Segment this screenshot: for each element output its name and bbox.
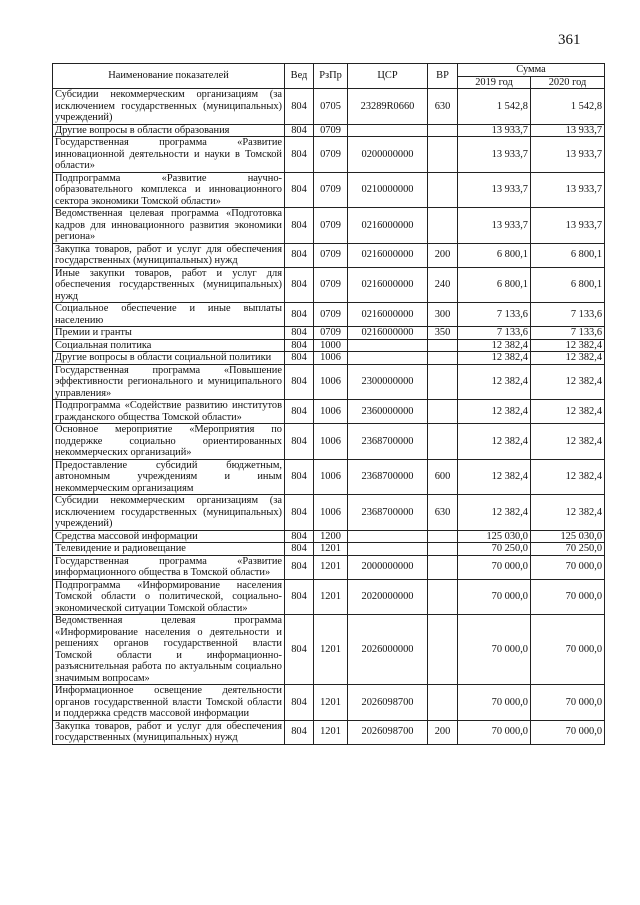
cell-rzpr: 1201 (314, 555, 348, 579)
cell-sum-2020: 13 933,7 (531, 137, 605, 173)
cell-sum-2019: 70 000,0 (458, 615, 531, 685)
cell-sum-2020: 12 382,4 (531, 424, 605, 460)
cell-sum-2020: 6 800,1 (531, 267, 605, 303)
table-row (53, 89, 605, 125)
cell-rzpr: 1006 (314, 352, 348, 365)
cell-sum-2019: 13 933,7 (458, 172, 531, 208)
cell-csr: 0216000000 (348, 208, 428, 244)
cell-sum-2020: 13 933,7 (531, 208, 605, 244)
cell-vr: 350 (428, 327, 458, 340)
table-row (53, 267, 605, 303)
cell-sum-2020: 12 382,4 (531, 495, 605, 531)
cell-ved: 804 (285, 543, 314, 556)
cell-sum-2020: 13 933,7 (531, 124, 605, 137)
cell-csr: 0200000000 (348, 137, 428, 173)
cell-rzpr: 1006 (314, 400, 348, 424)
cell-ved: 804 (285, 267, 314, 303)
cell-sum-2019: 12 382,4 (458, 339, 531, 352)
cell-vr: 600 (428, 459, 458, 495)
cell-rzpr: 0709 (314, 137, 348, 173)
cell-csr: 2026098700 (348, 685, 428, 721)
cell-vr (428, 615, 458, 685)
table-row (53, 172, 605, 208)
table-row (53, 720, 605, 744)
cell-sum-2020: 12 382,4 (531, 339, 605, 352)
cell-ved: 804 (285, 137, 314, 173)
cell-name: Предоставление субсидий бюджетным, автономным учреждениям и иным некоммерческим организациям (53, 459, 285, 495)
cell-rzpr: 1201 (314, 579, 348, 615)
cell-vr (428, 530, 458, 543)
cell-vr (428, 339, 458, 352)
cell-name: Другие вопросы в области социальной политики (53, 352, 285, 365)
cell-sum-2019: 70 000,0 (458, 579, 531, 615)
cell-csr: 2000000000 (348, 555, 428, 579)
cell-sum-2019: 7 133,6 (458, 303, 531, 327)
cell-ved: 804 (285, 685, 314, 721)
cell-csr: 0216000000 (348, 303, 428, 327)
table-row (53, 400, 605, 424)
header-ved: Вед (285, 64, 314, 89)
cell-vr: 300 (428, 303, 458, 327)
cell-sum-2020: 70 000,0 (531, 615, 605, 685)
cell-name: Социальное обеспечение и иные выплаты населению (53, 303, 285, 327)
table-row (53, 208, 605, 244)
cell-sum-2020: 70 000,0 (531, 685, 605, 721)
cell-name: Подпрограмма «Информирование населения Томской области о политической, социально-экономической ситуации Томской области» (53, 579, 285, 615)
table-row (53, 364, 605, 400)
cell-sum-2020: 70 000,0 (531, 555, 605, 579)
cell-rzpr: 1201 (314, 685, 348, 721)
cell-sum-2020: 70 250,0 (531, 543, 605, 556)
cell-ved: 804 (285, 459, 314, 495)
cell-rzpr: 1201 (314, 543, 348, 556)
cell-sum-2020: 12 382,4 (531, 352, 605, 365)
cell-vr (428, 208, 458, 244)
cell-ved: 804 (285, 424, 314, 460)
cell-sum-2020: 7 133,6 (531, 303, 605, 327)
cell-rzpr: 1200 (314, 530, 348, 543)
table-row (53, 243, 605, 267)
cell-csr: 2026000000 (348, 615, 428, 685)
header-csr: ЦСР (348, 64, 428, 89)
cell-sum-2020: 6 800,1 (531, 243, 605, 267)
cell-name: Информационное освещение деятельности органов государственной власти Томской области и поддержка средств массовой информации (53, 685, 285, 721)
cell-csr: 0216000000 (348, 267, 428, 303)
cell-vr (428, 543, 458, 556)
table-row (53, 424, 605, 460)
cell-rzpr: 1201 (314, 615, 348, 685)
cell-sum-2019: 70 000,0 (458, 555, 531, 579)
page-number: 361 (558, 32, 581, 48)
cell-ved: 804 (285, 89, 314, 125)
cell-csr (348, 530, 428, 543)
cell-ved: 804 (285, 124, 314, 137)
table-row (53, 124, 605, 137)
cell-csr: 2360000000 (348, 400, 428, 424)
cell-name: Подпрограмма «Развитие научно-образовательного комплекса и инновационного сектора экономики Томской области» (53, 172, 285, 208)
table-row (53, 339, 605, 352)
header-sum: Сумма (458, 64, 605, 77)
cell-name: Закупка товаров, работ и услуг для обеспечения государственных (муниципальных) нужд (53, 720, 285, 744)
cell-vr (428, 124, 458, 137)
cell-sum-2020: 70 000,0 (531, 579, 605, 615)
cell-name: Иные закупки товаров, работ и услуг для обеспечения государственных (муниципальных) нужд (53, 267, 285, 303)
cell-rzpr: 1006 (314, 495, 348, 531)
cell-vr (428, 685, 458, 721)
cell-name: Закупка товаров, работ и услуг для обеспечения государственных (муниципальных) нужд (53, 243, 285, 267)
cell-name: Ведомственная целевая программа «Информирование населения о деятельности и решениях органов государственной власти Томской области и информационно-разъяснительная работа по актуальным социально значимым вопросам» (53, 615, 285, 685)
cell-vr (428, 555, 458, 579)
cell-vr (428, 424, 458, 460)
table-row (53, 615, 605, 685)
cell-name: Средства массовой информации (53, 530, 285, 543)
cell-rzpr: 0709 (314, 172, 348, 208)
cell-name: Социальная политика (53, 339, 285, 352)
table-row (53, 352, 605, 365)
header-year-2019: 2019 год (458, 76, 531, 89)
cell-ved: 804 (285, 208, 314, 244)
cell-rzpr: 0709 (314, 303, 348, 327)
table-row (53, 543, 605, 556)
cell-sum-2019: 7 133,6 (458, 327, 531, 340)
cell-name: Субсидии некоммерческим организациям (за исключением государственных (муниципальных) учреждений) (53, 89, 285, 125)
cell-csr: 2368700000 (348, 459, 428, 495)
cell-rzpr: 0709 (314, 327, 348, 340)
cell-rzpr: 0705 (314, 89, 348, 125)
cell-sum-2020: 13 933,7 (531, 172, 605, 208)
cell-name: Подпрограмма «Содействие развитию институтов гражданского общества Томской области» (53, 400, 285, 424)
cell-ved: 804 (285, 172, 314, 208)
cell-vr (428, 137, 458, 173)
cell-name: Государственная программа «Развитие инновационной деятельности и науки в Томской области» (53, 137, 285, 173)
cell-rzpr: 0709 (314, 243, 348, 267)
cell-sum-2019: 13 933,7 (458, 124, 531, 137)
cell-ved: 804 (285, 720, 314, 744)
table-row (53, 579, 605, 615)
table-row (53, 685, 605, 721)
cell-name: Телевидение и радиовещание (53, 543, 285, 556)
cell-csr: 23289R0660 (348, 89, 428, 125)
cell-name: Основное мероприятие «Мероприятия по поддержке социально ориентированных некоммерческих организаций» (53, 424, 285, 460)
cell-sum-2019: 12 382,4 (458, 352, 531, 365)
table-row (53, 495, 605, 531)
cell-csr (348, 543, 428, 556)
cell-sum-2020: 12 382,4 (531, 364, 605, 400)
cell-sum-2019: 12 382,4 (458, 400, 531, 424)
cell-sum-2020: 12 382,4 (531, 459, 605, 495)
cell-rzpr: 1006 (314, 459, 348, 495)
cell-vr: 200 (428, 243, 458, 267)
cell-rzpr: 0709 (314, 208, 348, 244)
table-row (53, 459, 605, 495)
cell-csr: 2368700000 (348, 495, 428, 531)
cell-ved: 804 (285, 579, 314, 615)
cell-sum-2020: 7 133,6 (531, 327, 605, 340)
cell-name: Государственная программа «Повышение эффективности регионального и муниципального управления» (53, 364, 285, 400)
table-row (53, 530, 605, 543)
cell-name: Другие вопросы в области образования (53, 124, 285, 137)
header-rzpr: РзПр (314, 64, 348, 89)
cell-rzpr: 0709 (314, 124, 348, 137)
table-header (53, 64, 605, 89)
cell-rzpr: 1000 (314, 339, 348, 352)
cell-ved: 804 (285, 400, 314, 424)
cell-sum-2020: 125 030,0 (531, 530, 605, 543)
cell-csr: 0210000000 (348, 172, 428, 208)
cell-sum-2019: 1 542,8 (458, 89, 531, 125)
cell-name: Ведомственная целевая программа «Подготовка кадров для инновационного развития экономики региона» (53, 208, 285, 244)
cell-csr: 0216000000 (348, 327, 428, 340)
cell-csr (348, 339, 428, 352)
cell-rzpr: 1006 (314, 424, 348, 460)
cell-ved: 804 (285, 615, 314, 685)
cell-ved: 804 (285, 530, 314, 543)
cell-csr (348, 124, 428, 137)
cell-csr: 2368700000 (348, 424, 428, 460)
cell-vr (428, 364, 458, 400)
cell-name: Государственная программа «Развитие информационного общества в Томской области» (53, 555, 285, 579)
cell-sum-2019: 13 933,7 (458, 137, 531, 173)
cell-ved: 804 (285, 327, 314, 340)
cell-sum-2019: 70 000,0 (458, 720, 531, 744)
table-row (53, 137, 605, 173)
cell-sum-2020: 1 542,8 (531, 89, 605, 125)
cell-ved: 804 (285, 555, 314, 579)
cell-vr (428, 579, 458, 615)
cell-sum-2019: 6 800,1 (458, 267, 531, 303)
cell-ved: 804 (285, 364, 314, 400)
cell-rzpr: 0709 (314, 267, 348, 303)
budget-table (52, 63, 605, 745)
cell-sum-2019: 13 933,7 (458, 208, 531, 244)
cell-sum-2019: 70 250,0 (458, 543, 531, 556)
cell-sum-2019: 125 030,0 (458, 530, 531, 543)
table-row (53, 327, 605, 340)
cell-vr: 630 (428, 89, 458, 125)
cell-csr: 2026098700 (348, 720, 428, 744)
cell-sum-2019: 6 800,1 (458, 243, 531, 267)
cell-vr: 630 (428, 495, 458, 531)
cell-vr (428, 352, 458, 365)
table-row (53, 303, 605, 327)
cell-ved: 804 (285, 495, 314, 531)
cell-ved: 804 (285, 352, 314, 365)
cell-sum-2019: 12 382,4 (458, 424, 531, 460)
cell-vr: 200 (428, 720, 458, 744)
cell-csr: 2300000000 (348, 364, 428, 400)
cell-ved: 804 (285, 339, 314, 352)
cell-csr: 0216000000 (348, 243, 428, 267)
cell-vr (428, 172, 458, 208)
cell-vr: 240 (428, 267, 458, 303)
cell-name: Субсидии некоммерческим организациям (за исключением государственных (муниципальных) учреждений) (53, 495, 285, 531)
cell-sum-2020: 12 382,4 (531, 400, 605, 424)
cell-rzpr: 1201 (314, 720, 348, 744)
cell-sum-2019: 12 382,4 (458, 495, 531, 531)
cell-ved: 804 (285, 303, 314, 327)
cell-sum-2020: 70 000,0 (531, 720, 605, 744)
cell-csr (348, 352, 428, 365)
cell-sum-2019: 12 382,4 (458, 364, 531, 400)
cell-ved: 804 (285, 243, 314, 267)
cell-sum-2019: 12 382,4 (458, 459, 531, 495)
cell-sum-2019: 70 000,0 (458, 685, 531, 721)
header-vr: ВР (428, 64, 458, 89)
header-year-2020: 2020 год (531, 76, 605, 89)
table-row (53, 555, 605, 579)
cell-name: Премии и гранты (53, 327, 285, 340)
cell-csr: 2020000000 (348, 579, 428, 615)
table-body (53, 89, 605, 745)
cell-rzpr: 1006 (314, 364, 348, 400)
header-name: Наименование показателей (53, 64, 285, 89)
cell-vr (428, 400, 458, 424)
